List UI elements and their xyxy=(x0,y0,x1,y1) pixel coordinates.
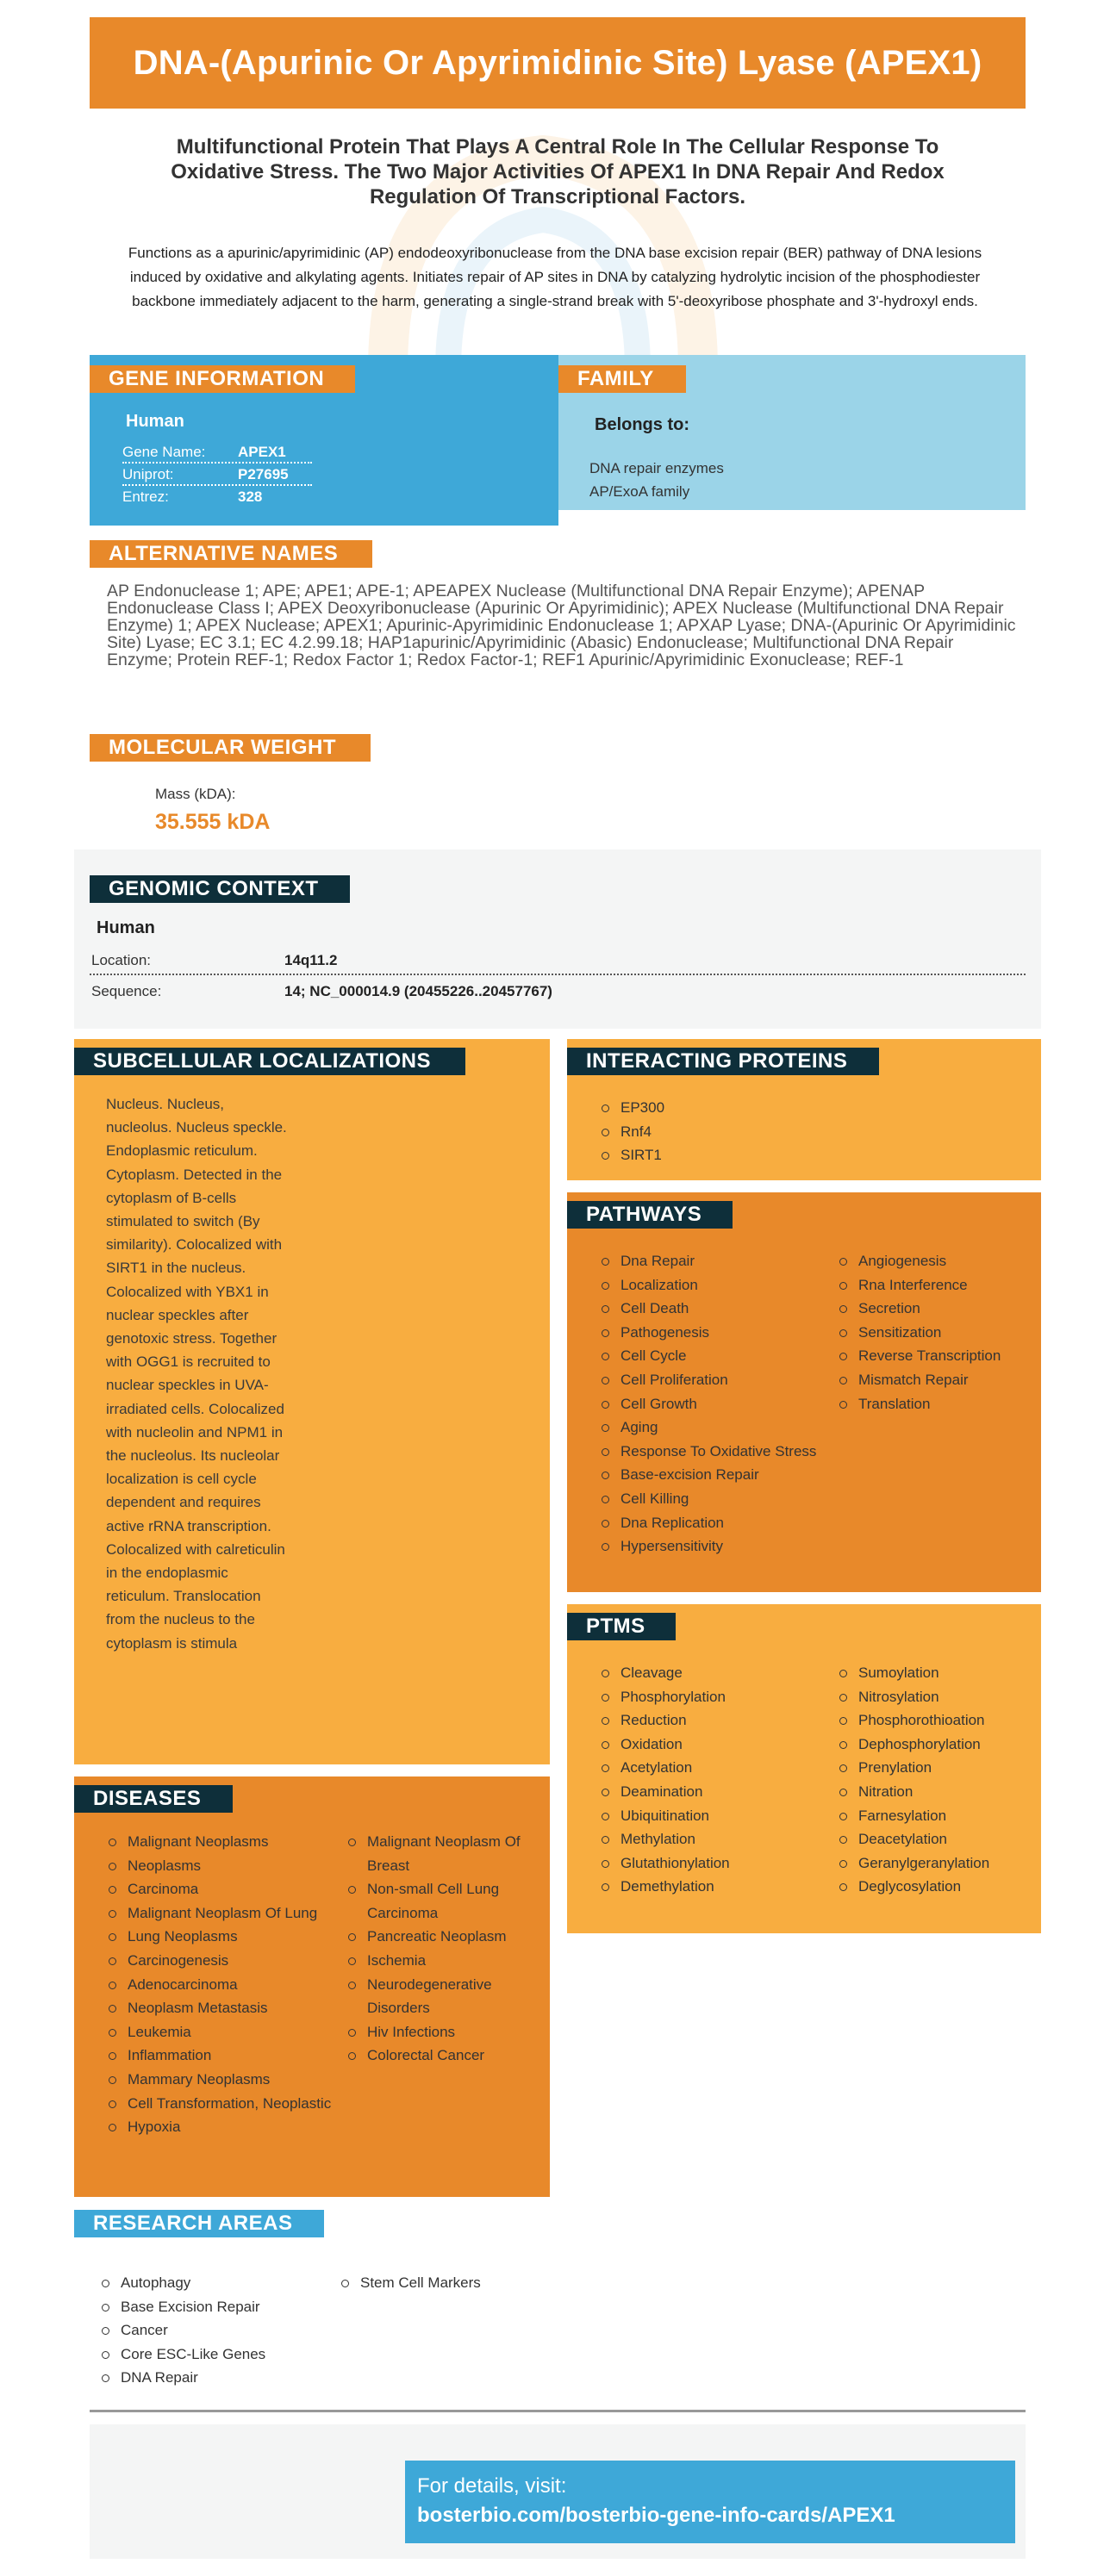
pathway-item: Cell Growth xyxy=(600,1392,824,1416)
pathways-list-left xyxy=(600,1249,824,1559)
ptm-item: Dephosphorylation xyxy=(838,1733,1036,1757)
gene-info-key: Uniprot: xyxy=(122,466,174,482)
interacting-proteins-panel xyxy=(567,1039,1041,1180)
research-area-item: Cancer xyxy=(100,2318,324,2343)
molecular-weight-heading: MOLECULAR WEIGHT xyxy=(90,734,371,762)
gene-info-key: Entrez: xyxy=(122,488,169,505)
mass-label: Mass (kDA): xyxy=(155,786,236,802)
pathways-list-right xyxy=(838,1249,1036,1416)
disease-item: Neoplasm Metastasis xyxy=(107,1996,340,2020)
details-link[interactable]: bosterbio.com/bosterbio-gene-info-cards/APEX1 xyxy=(417,2504,895,2527)
diseases-list-left xyxy=(107,1830,340,2139)
pathways-heading: PATHWAYS xyxy=(567,1201,733,1229)
research-area-item: Base Excision Repair xyxy=(100,2295,324,2319)
disease-item: Mammary Neoplasms xyxy=(107,2068,340,2092)
belongs-to-label: Belongs to: xyxy=(595,415,689,434)
interacting-proteins-list xyxy=(600,1096,858,1167)
genomic-species: Human xyxy=(97,918,155,937)
interacting-protein-item: SIRT1 xyxy=(600,1143,858,1167)
subcellular-localizations-panel xyxy=(74,1039,550,1764)
genomic-context-panel xyxy=(74,849,1041,1029)
ptms-list-right xyxy=(838,1661,1036,1899)
ptm-item: Deglycosylation xyxy=(838,1875,1036,1899)
gene-info-value: P27695 xyxy=(238,466,289,482)
interacting-protein-item: Rnf4 xyxy=(600,1120,858,1144)
ptm-item: Demethylation xyxy=(600,1875,824,1899)
ptm-item: Phosphorothioation xyxy=(838,1708,1036,1733)
pathway-item: Aging xyxy=(600,1416,824,1440)
ptms-panel xyxy=(567,1604,1041,1933)
ptm-item: Reduction xyxy=(600,1708,824,1733)
ptm-item: Deacetylation xyxy=(838,1827,1036,1851)
disease-item: Leukemia xyxy=(107,2020,340,2044)
pathway-item: Hypersensitivity xyxy=(600,1534,824,1559)
ptm-item: Geranylgeranylation xyxy=(838,1851,1036,1876)
ptm-item: Nitrosylation xyxy=(838,1685,1036,1709)
pathway-item: Dna Replication xyxy=(600,1511,824,1535)
ptm-item: Methylation xyxy=(600,1827,824,1851)
ptm-item: Ubiquitination xyxy=(600,1804,824,1828)
ptm-item: Deamination xyxy=(600,1780,824,1804)
sequence-label: Sequence: xyxy=(91,983,162,999)
location-row xyxy=(90,946,1026,975)
disease-item: Neoplasms xyxy=(107,1854,340,1878)
gene-species: Human xyxy=(126,412,184,431)
disease-item: Colorectal Cancer xyxy=(346,2044,545,2068)
interacting-protein-item: EP300 xyxy=(600,1096,858,1120)
diseases-panel xyxy=(74,1776,550,2197)
disease-item: Carcinoma xyxy=(107,1877,340,1901)
disease-item: Lung Neoplasms xyxy=(107,1925,340,1949)
title-banner xyxy=(90,17,1026,109)
research-areas-list-left xyxy=(100,2271,324,2390)
family-heading: FAMILY xyxy=(558,365,686,393)
ptms-heading: PTMS xyxy=(567,1613,676,1640)
pathway-item: Rna Interference xyxy=(838,1273,1036,1297)
pathway-item: Base-excision Repair xyxy=(600,1463,824,1487)
disease-item: Carcinogenesis xyxy=(107,1949,340,1973)
alternative-names-heading: ALTERNATIVE NAMES xyxy=(90,540,372,568)
disease-item: Malignant Neoplasms xyxy=(107,1830,340,1854)
ptm-item: Cleavage xyxy=(600,1661,824,1685)
research-area-item: Autophagy xyxy=(100,2271,324,2295)
pathway-item: Sensitization xyxy=(838,1321,1036,1345)
gene-info-table xyxy=(122,441,312,508)
pathway-item: Pathogenesis xyxy=(600,1321,824,1345)
pathway-item: Dna Repair xyxy=(600,1249,824,1273)
family-item: DNA repair enzymes xyxy=(589,460,724,476)
research-area-item: Stem Cell Markers xyxy=(340,2271,564,2295)
disease-item: Malignant Neoplasm Of Lung xyxy=(107,1901,340,1926)
description: Functions as a apurinic/apyrimidinic (AP) endodeoxyribonuclease from the DNA base excision repair (BER) pathway of DNA lesions induced by oxidative and alkylating agents. Initiates repair of AP sites in DNA by catalyzing hydrolytic incision of the phosphodiester backbone immediately adjacent to the harm, generating a single-strand break with 5'-deoxyribose phosphate and 3'-hydroxyl ends. xyxy=(128,245,982,309)
pathway-item: Translation xyxy=(838,1392,1036,1416)
ptm-item: Phosphorylation xyxy=(600,1685,824,1709)
alternative-names-text: AP Endonuclease 1; APE; APE1; APE-1; APEAPEX Nuclease (Multifunctional DNA Repair Enzyme); APENAP Endonuclease Class I; APEX Deoxyribonuclease (Apurinic Or Apyrimidinic); APEX Nuclease (Multifunctional DNA Repair Enzyme) 1; APEX Nuclease; APEX1; Apurinic-Apyrimidinic Endonuclease 1; APXAP Lyase; DNA-(Apurinic Or Apyrimidinic Site) Lyase; EC 3.1; EC 4.2.99.18; HAP1apurinic/Apyrimidinic (Abasic) Endonuclease; Multifunctional DNA Repair Enzyme; Protein REF-1; Redox Factor 1; Redox Factor-1; REF1 Apurinic/Apyrimidinic Exonuclease; REF-1 xyxy=(107,582,1016,669)
disease-item: Malignant Neoplasm Of Breast xyxy=(346,1830,545,1877)
subcellular-text: Nucleus. Nucleus, nucleolus. Nucleus speckle. Endoplasmic reticulum. Cytoplasm. Detected in the cytoplasm of B-cells stimulated to switch (By similarity). Colocalized with SIRT1 in the nucleus. Colocalized with YBX1 in nuclear speckles after genotoxic stress. Together with OGG1 is recruited to nuclear speckles in UVA-irradiated cells. Colocalized with nucleolin and NPM1 in the nucleolus. Its nucleolar localization is cell cycle dependent and requires active rRNA transcription. Colocalized with calreticulin in the endoplasmic reticulum. Translocation from the nucleus to the cytoplasm is stimula xyxy=(106,1096,287,1652)
subcellular-localizations-heading: SUBCELLULAR LOCALIZATIONS xyxy=(74,1048,465,1075)
pathway-item: Cell Killing xyxy=(600,1487,824,1511)
pathway-item: Secretion xyxy=(838,1297,1036,1321)
disease-item: Hiv Infections xyxy=(346,2020,545,2044)
gene-info-row xyxy=(122,441,312,464)
pathways-panel xyxy=(567,1192,1041,1592)
disease-item: Inflammation xyxy=(107,2044,340,2068)
gene-info-key: Gene Name: xyxy=(122,444,206,460)
disease-item: Hypoxia xyxy=(107,2115,340,2139)
pathway-item: Reverse Transcription xyxy=(838,1344,1036,1368)
ptm-item: Glutathionylation xyxy=(600,1851,824,1876)
pathway-item: Localization xyxy=(600,1273,824,1297)
disease-item: Pancreatic Neoplasm xyxy=(346,1925,545,1949)
details-box xyxy=(405,2461,1015,2543)
ptms-list-left xyxy=(600,1661,824,1899)
ptm-item: Acetylation xyxy=(600,1756,824,1780)
details-label: For details, visit: xyxy=(417,2474,567,2498)
location-value: 14q11.2 xyxy=(284,952,338,968)
research-areas-list-right xyxy=(340,2271,564,2295)
family-item: AP/ExoA family xyxy=(589,483,690,500)
gene-info-row xyxy=(122,464,312,486)
ptm-item: Farnesylation xyxy=(838,1804,1036,1828)
genomic-context-heading: GENOMIC CONTEXT xyxy=(90,875,350,903)
gene-info-value: 328 xyxy=(238,488,263,505)
research-area-item: Core ESC-Like Genes xyxy=(100,2343,324,2367)
ptm-item: Nitration xyxy=(838,1780,1036,1804)
family-panel xyxy=(558,355,1026,510)
research-area-item: DNA Repair xyxy=(100,2366,324,2390)
disease-item: Adenocarcinoma xyxy=(107,1973,340,1997)
footer-divider xyxy=(90,2410,1026,2412)
page-title: DNA-(Apurinic Or Apyrimidinic Site) Lyase (APEX1) xyxy=(133,44,982,82)
gene-info-row xyxy=(122,486,312,508)
gene-information-panel xyxy=(90,355,558,526)
interacting-proteins-heading: INTERACTING PROTEINS xyxy=(567,1048,879,1075)
subtitle: Multifunctional Protein That Plays A Central Role In The Cellular Response To Oxidative Stress. The Two Major Activities Of APEX1 In DNA Repair And Redox Regulation Of Transcriptional Factors. xyxy=(171,135,945,208)
mass-value: 35.555 kDA xyxy=(155,810,271,834)
pathway-item: Cell Death xyxy=(600,1297,824,1321)
sequence-row xyxy=(90,977,1026,1006)
diseases-heading: DISEASES xyxy=(74,1785,233,1813)
pathway-item: Mismatch Repair xyxy=(838,1368,1036,1392)
ptm-item: Sumoylation xyxy=(838,1661,1036,1685)
ptm-item: Prenylation xyxy=(838,1756,1036,1780)
location-label: Location: xyxy=(91,952,151,968)
gene-info-value: APEX1 xyxy=(238,444,286,460)
disease-item: Neurodegenerative Disorders xyxy=(346,1973,545,2020)
disease-item: Ischemia xyxy=(346,1949,545,1973)
sequence-value: 14; NC_000014.9 (20455226..20457767) xyxy=(284,983,552,999)
pathway-item: Cell Proliferation xyxy=(600,1368,824,1392)
pathway-item: Cell Cycle xyxy=(600,1344,824,1368)
research-areas-heading: RESEARCH AREAS xyxy=(74,2210,324,2237)
disease-item: Non-small Cell Lung Carcinoma xyxy=(346,1877,545,1925)
diseases-list-right xyxy=(346,1830,545,2068)
family-list xyxy=(589,457,724,503)
disease-item: Cell Transformation, Neoplastic xyxy=(107,2092,340,2116)
pathway-item: Angiogenesis xyxy=(838,1249,1036,1273)
ptm-item: Oxidation xyxy=(600,1733,824,1757)
pathway-item: Response To Oxidative Stress xyxy=(600,1440,824,1464)
gene-information-heading: GENE INFORMATION xyxy=(90,365,355,393)
